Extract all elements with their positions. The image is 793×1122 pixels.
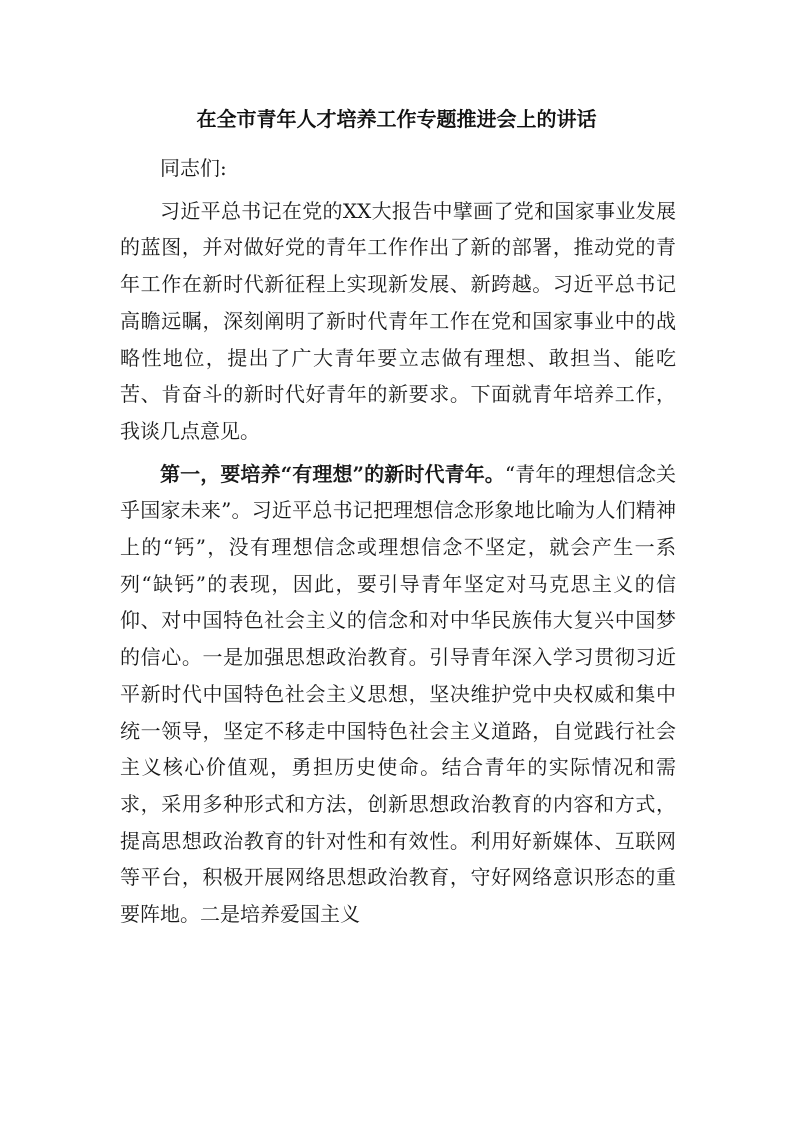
paragraph-first-point-text: “青年的理想信念关乎国家未来”。习近平总书记把理想信念形象地比喻为人们精神上的“钙”，没有理想信念或理想信念不坚定，就会产生一系列“缺钙”的表现，因此，要引导青年坚定对马克思主义的信仰、对中国特色社会主义的信念和对中华民族伟大复兴中国梦的信心。一是加强思想政治教育。引导青年深入学习贯彻习近平新时代中国特色社会主义思想，坚决维护党中央权威和集中统一领导，坚定不移走中国特色社会主义道路，自觉践行社会主义核心价值观，勇担历史使命。结合青年的实际情况和需求，采用多种形式和方法，创新思想政治教育的内容和方式，提高思想政治教育的针对性和有效性。利用好新媒体、互联网等平台，积极开展网络思想政治教育，守好网络意识形态的重要阵地。二是培养爱国主义	[120, 461, 676, 927]
paragraph-intro-text: 习近平总书记在党的XX大报告中擘画了党和国家事业发展的蓝图，并对做好党的青年工作作出了新的部署，推动党的青年工作在新时代新征程上实现新发展、新跨越。习近平总书记高瞻远瞩，深刻阐明了新时代青年工作在党和国家事业中的战略性地位，提出了广大青年要立志做有理想、敢担当、能吃苦、肯奋斗的新时代好青年的新要求。下面就青年培养工作，我谈几点意见。	[120, 198, 676, 443]
document-body	[120, 150, 676, 933]
salutation: 同志们:	[160, 156, 227, 180]
paragraph-intro	[120, 193, 676, 450]
paragraph-first-point	[120, 456, 676, 933]
document-title: 在全市青年人才培养工作专题推进会上的讲话	[196, 107, 597, 131]
paragraph-first-point-heading: 第一，要培养“有理想”的新时代青年。	[160, 461, 505, 486]
